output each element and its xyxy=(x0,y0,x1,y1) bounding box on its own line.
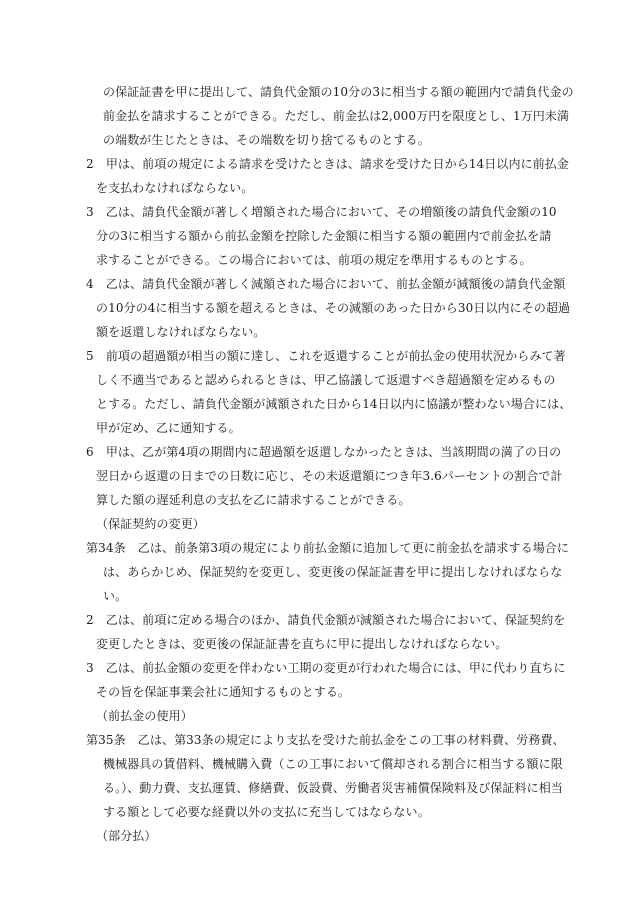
text-line: 求することができる。この場合においては、前項の規定を準用するものとする。 xyxy=(96,253,532,267)
text-line: 2 甲は、前項の規定による請求を受けたときは、請求を受けた日から14日以内に前払金 xyxy=(86,157,570,171)
text-line: 6 甲は、乙が第4項の期間内に超過額を返還しなかったときは、当該期間の満了の日の xyxy=(86,445,562,459)
text-line: 4 乙は、請負代金額が著しく減額された場合において、前払金額が減額後の請負代金額 xyxy=(86,277,566,291)
text-line: 分の3に相当する額から前払金額を控除した金額に相当する額の範囲内で前金払を請 xyxy=(96,229,552,243)
text-line: 機械器具の賃借料、機械購入費（この工事において償却される割合に相当する額に限 xyxy=(103,757,563,771)
text-line: 額を返還しなければならない。 xyxy=(96,325,266,339)
text-line: は、あらかじめ、保証契約を変更し、変更後の保証証書を甲に提出しなければならな xyxy=(103,565,563,579)
text-line: 変更したときは、変更後の保証証書を直ちに甲に提出しなければならない。 xyxy=(96,637,508,651)
text-line: る。）、動力費、支払運賃、修繕費、仮設費、労働者災害補償保険料及び保証料に相当 xyxy=(103,781,563,795)
text-line: 2 乙は、前項に定める場合のほか、請負代金額が減額された場合において、保証契約を xyxy=(86,613,566,627)
text-line: 3 乙は、請負代金額が著しく増額された場合において、その増額後の請負代金額の10 xyxy=(86,205,557,219)
text-line: 3 乙は、前払金額の変更を伴わない工期の変更が行われた場合には、甲に代わり直ちに xyxy=(86,661,566,675)
text-line: い。 xyxy=(103,589,128,603)
text-line: 第34条 乙は、前条第3項の規定により前払金額に追加して更に前金払を請求する場合に xyxy=(86,541,570,555)
text-line: 5 前項の超過額が相当の額に達し、これを返還することが前払金の使用状況からみて著 xyxy=(86,349,566,363)
text-line: 第35条 乙は、第33条の規定により支払を受けた前払金をこの工事の材料費、労務費、 xyxy=(86,733,565,747)
section-heading: （部分払） xyxy=(96,829,157,843)
text-line: 前金払を請求することができる。ただし、前金払は2,000万円を限度とし、1万円未満 xyxy=(103,109,570,123)
text-line: 算した額の遅延利息の支払を乙に請求することができる。 xyxy=(96,493,411,507)
text-line: の端数が生じたときは、その端数を切り捨てるものとする。 xyxy=(103,133,430,147)
text-line: 翌日から返還の日までの日数に応じ、その未返還額につき年3.6パーセントの割合で計 xyxy=(96,469,563,483)
section-heading: （前払金の使用） xyxy=(96,709,193,723)
text-line: の保証証書を甲に提出して、請負代金額の10分の3に相当する額の範囲内で請負代金の xyxy=(103,85,574,99)
text-line: とする。ただし、請負代金額が減額された日から14日以内に協議が整わない場合には、 xyxy=(96,397,572,411)
text-line: その旨を保証事業会社に通知するものとする。 xyxy=(96,685,351,699)
text-line: しく不適当であると認められるときは、甲乙協議して返還すべき超過額を定めるもの xyxy=(96,373,556,387)
text-line: の10分の4に相当する額を超えるときは、その減額のあった日から30日以内にその超過 xyxy=(96,301,571,315)
text-line: を支払わなければならない。 xyxy=(96,181,254,195)
section-heading: （保証契約の変更） xyxy=(96,517,205,531)
text-line: 甲が定め、乙に通知する。 xyxy=(96,421,241,435)
text-line: する額として必要な経費以外の支払に充当してはならない。 xyxy=(103,805,430,819)
